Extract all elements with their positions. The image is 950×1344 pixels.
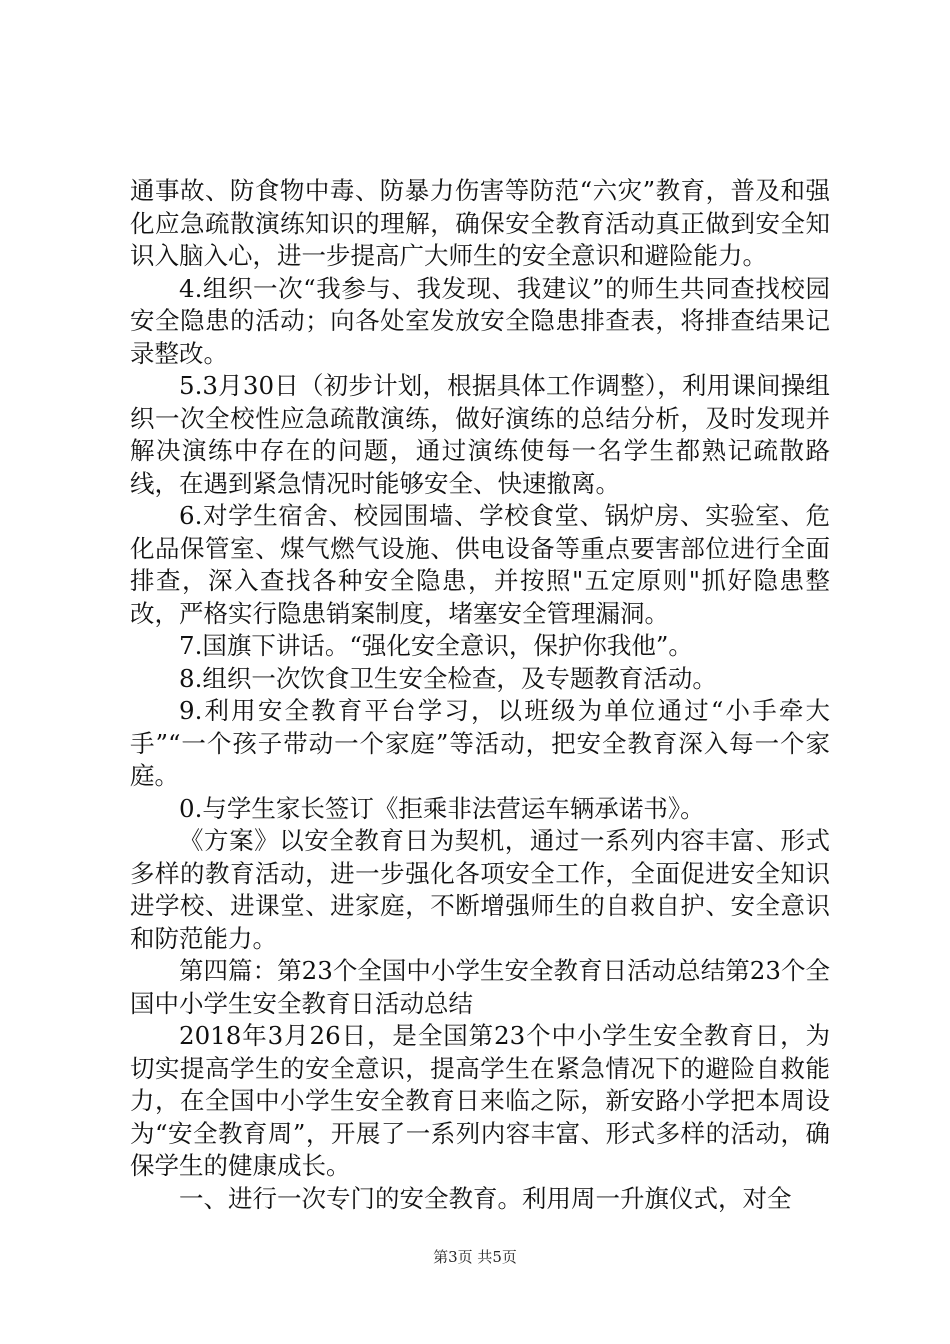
paragraph-item-5: 5.3月30日（初步计划，根据具体工作调整），利用课间操组织一次全校性应急疏散演练，做好演练的总结分析，及时发现并解决演练中存在的问题，通过演练使每一名学生都熟记疏散路线，在遇到紧急情况时能够安全、快速撤离。	[130, 371, 830, 498]
paragraph-continued: 通事故、防食物中毒、防暴力伤害等防范“六灾”教育，普及和强化应急疏散演练知识的理解，确保安全教育活动真正做到安全知识入脑入心，进一步提高广大师生的安全意识和避险能力。	[130, 176, 830, 270]
paragraph-item-10: 0.与学生家长签订《拒乘非法营运车辆承诺书》。	[179, 793, 705, 823]
section-heading: 第四篇：第23个全国中小学生安全教育日活动总结第23个全国中小学生安全教育日活动总结	[130, 956, 830, 1018]
paragraph-item-7: 7.国旗下讲话。“强化安全意识，保护你我他”。	[179, 631, 693, 660]
paragraph-summary: 《方案》以安全教育日为契机，通过一系列内容丰富、形式多样的教育活动，进一步强化各项安全工作，全面促进安全知识进学校、进课堂、进家庭，不断增强师生的自救自护、安全意识和防范能力。	[130, 826, 830, 953]
document-body	[130, 175, 830, 1215]
paragraph-item-6: 6.对学生宿舍、校园围墙、学校食堂、锅炉房、实验室、危化品保管室、煤气燃气设施、供电设备等重点要害部位进行全面排查，深入查找各种安全隐患，并按照"五定原则"抓好隐患整改，严格实行隐患销案制度，堵塞安全管理漏洞。	[130, 501, 830, 628]
page-number-footer: 第3页 共5页	[433, 1248, 517, 1266]
paragraph-item-8: 8.组织一次饮食卫生安全检查，及专题教育活动。	[179, 663, 717, 693]
paragraph-section-one: 一、进行一次专门的安全教育。利用周一升旗仪式，对全	[179, 1183, 792, 1213]
paragraph-intro: 2018年3月26日，是全国第23个中小学生安全教育日，为切实提高学生的安全意识，提高学生在紧急情况下的避险自救能力，在全国中小学生安全教育日来临之际，新安路小学把本周设为“安全教育周”，开展了一系列内容丰富、形式多样的活动，确保学生的健康成长。	[130, 1021, 830, 1180]
paragraph-item-9: 9.利用安全教育平台学习，以班级为单位通过“小手牵大手”“一个孩子带动一个家庭”等活动，把安全教育深入每一个家庭。	[130, 696, 830, 790]
paragraph-item-4: 4.组织一次“我参与、我发现、我建议”的师生共同查找校园安全隐患的活动；向各处室发放安全隐患排查表，将排查结果记录整改。	[130, 273, 830, 368]
